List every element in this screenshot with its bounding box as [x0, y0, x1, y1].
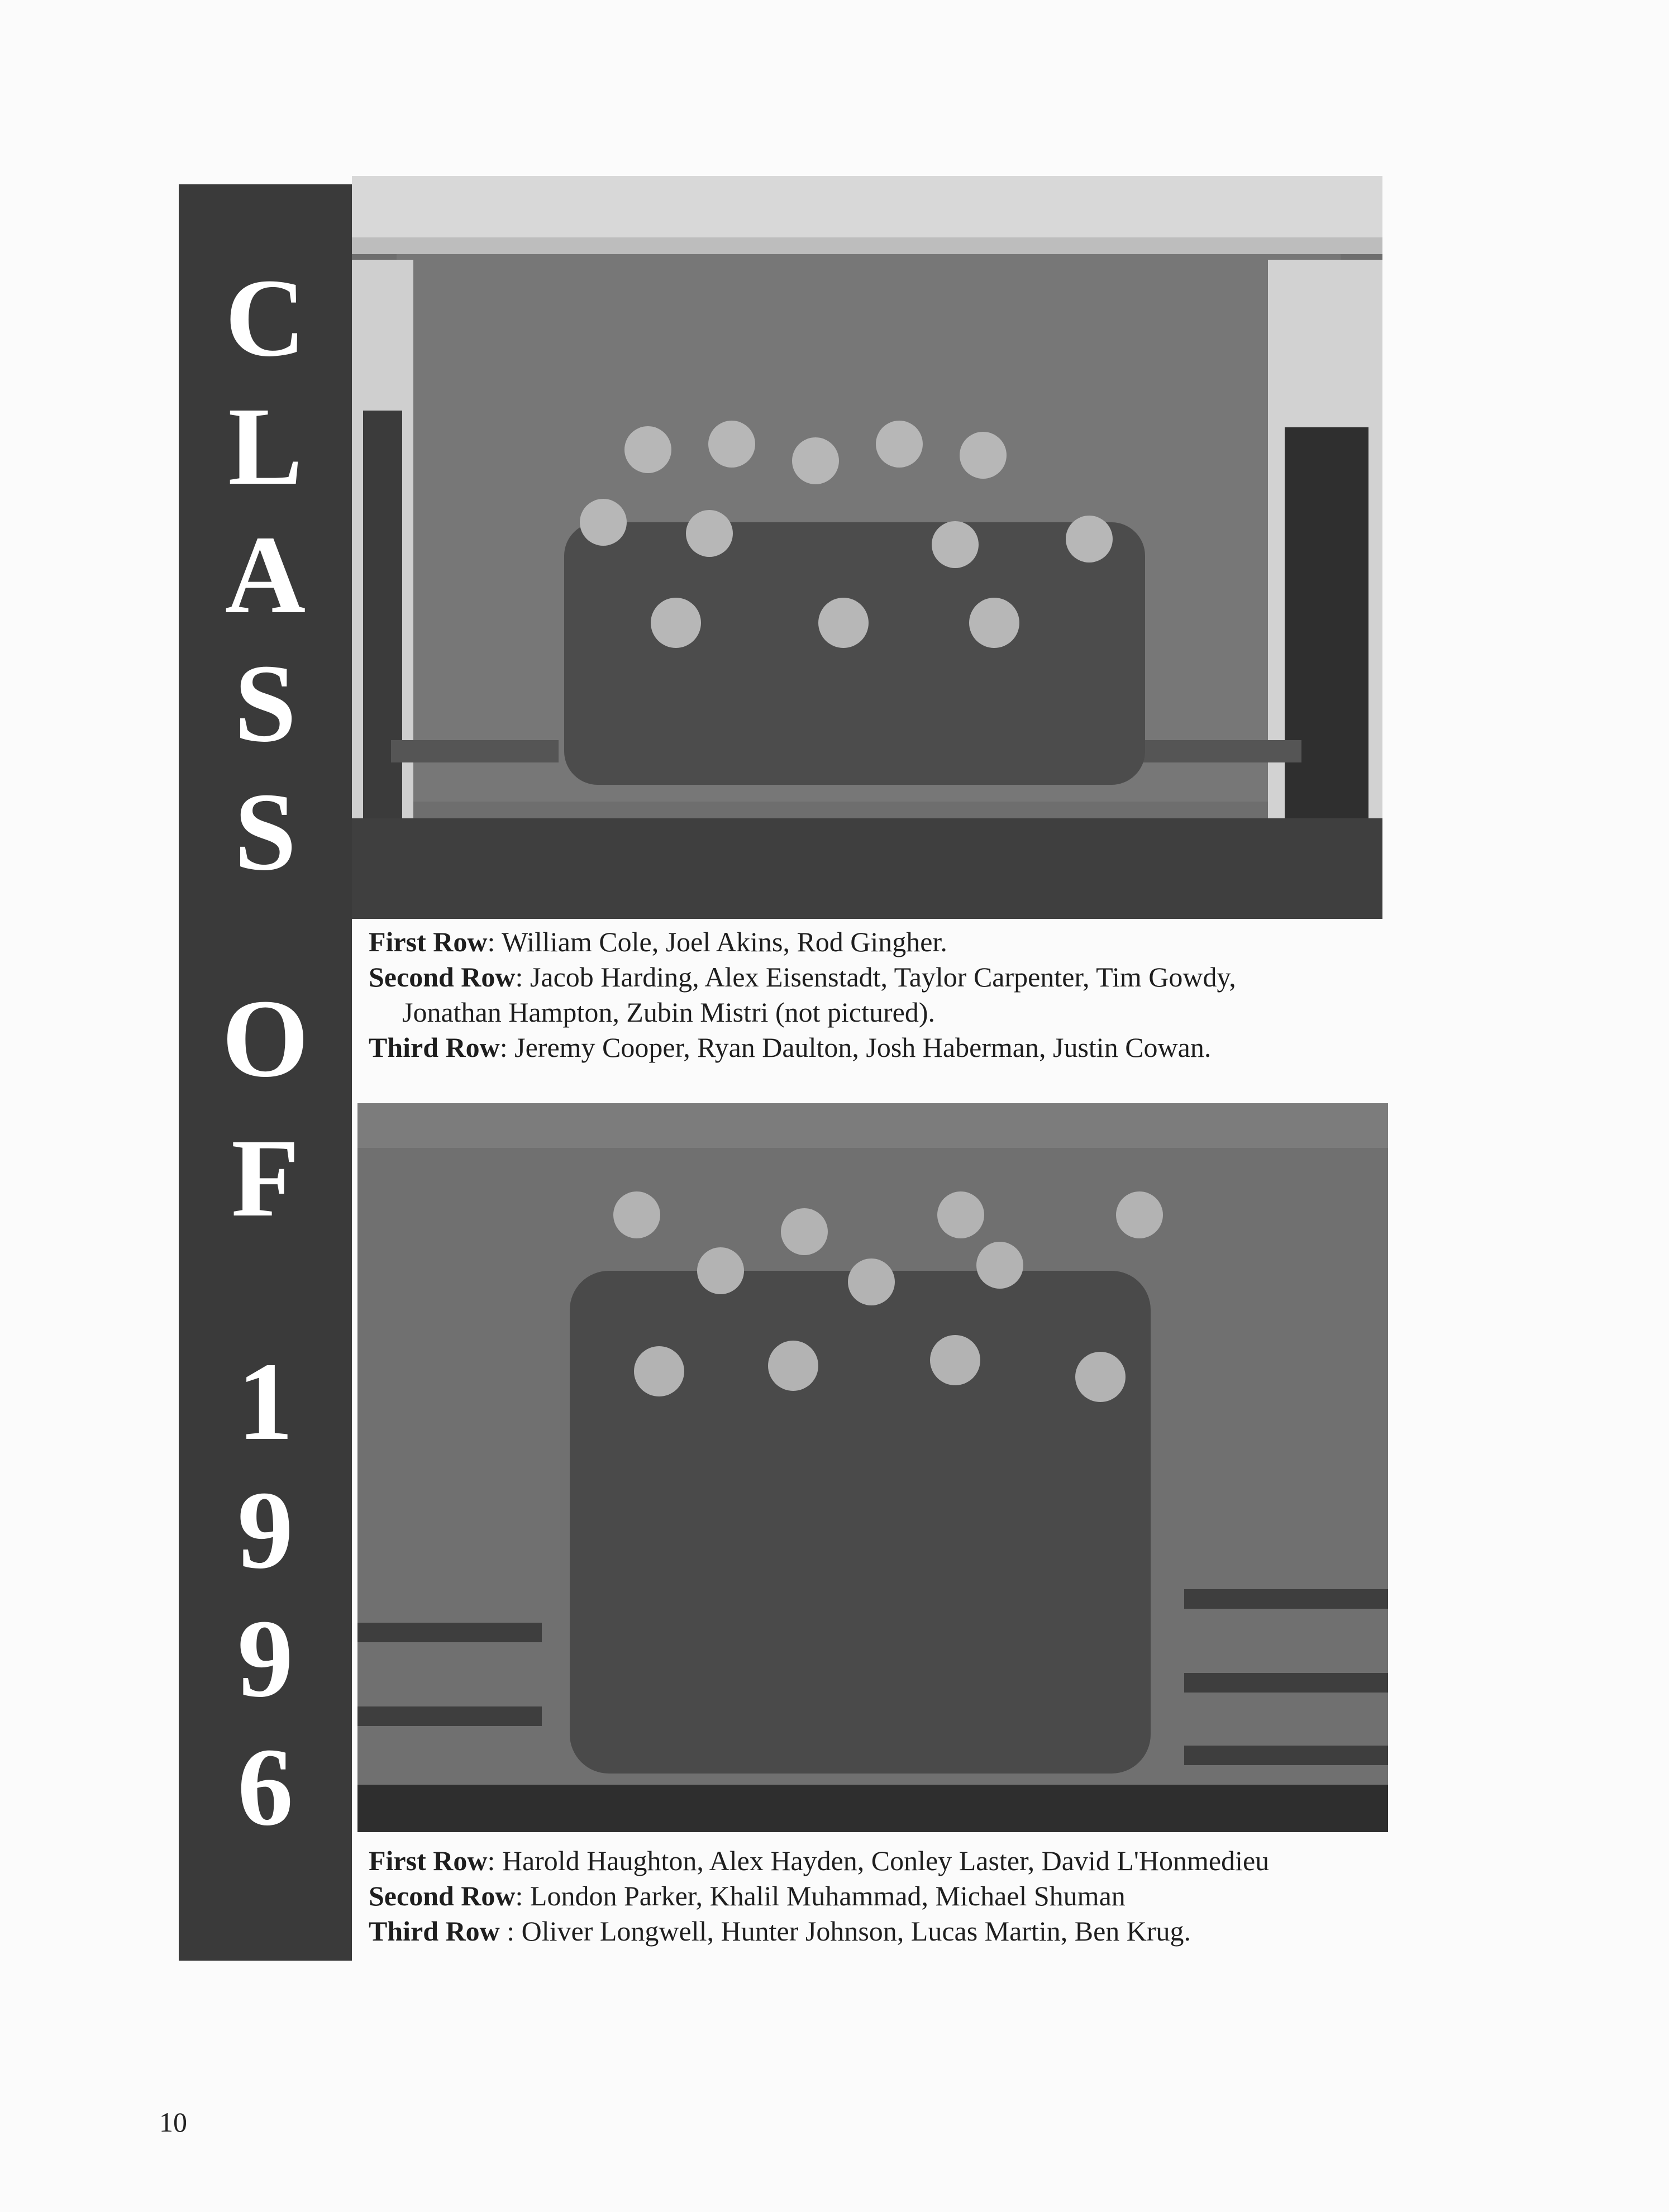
- row-label: Third Row: [369, 1032, 500, 1063]
- row-names: : Jacob Harding, Alex Eisenstadt, Taylor Carpenter, Tim Gowdy,: [515, 961, 1236, 993]
- title-letter: F: [231, 1117, 300, 1240]
- row-names: : William Cole, Joel Akins, Rod Gingher.: [487, 926, 947, 957]
- title-letter: 9: [237, 1597, 293, 1720]
- caption-row: [369, 1030, 1236, 1065]
- photo-bottom-caption: [369, 1843, 1269, 1949]
- photo-top-caption: [369, 924, 1236, 1065]
- title-letter: O: [222, 977, 309, 1100]
- title-letter: S: [234, 642, 297, 765]
- class-photo-top-image: [352, 176, 1382, 919]
- caption-row: [369, 960, 1236, 995]
- title-letter: 6: [237, 1725, 293, 1849]
- class-photo-bottom-image: [357, 1103, 1388, 1832]
- row-label: Third Row: [369, 1915, 500, 1947]
- caption-row: [369, 1843, 1269, 1879]
- page-number: 10: [159, 2106, 187, 2138]
- row-names: : Jeremy Cooper, Ryan Daulton, Josh Haberman, Justin Cowan.: [499, 1032, 1212, 1063]
- row-names: : London Parker, Khalil Muhammad, Michael Shuman: [515, 1880, 1126, 1911]
- caption-row: [369, 1914, 1269, 1949]
- title-letter: C: [225, 256, 306, 380]
- row-names: : Harold Haughton, Alex Hayden, Conley Laster, David L'Honmedieu: [487, 1845, 1270, 1876]
- title-letter: 1: [237, 1340, 293, 1463]
- title-letter: L: [228, 385, 303, 508]
- row-label: Second Row: [369, 961, 516, 993]
- row-label: First Row: [369, 1845, 488, 1876]
- row-names: : Oliver Longwell, Hunter Johnson, Lucas Martin, Ben Krug.: [499, 1915, 1191, 1947]
- caption-row: [369, 1879, 1269, 1914]
- title-letter: A: [225, 513, 306, 637]
- caption-row-continued: Jonathan Hampton, Zubin Mistri (not pictured).: [402, 997, 936, 1028]
- row-label: Second Row: [369, 1880, 516, 1911]
- title-letter: 9: [237, 1469, 293, 1592]
- class-photo-bottom: [357, 1103, 1388, 1832]
- caption-row: [369, 924, 1236, 960]
- title-sidebar: [179, 184, 352, 1961]
- row-label: First Row: [369, 926, 488, 957]
- title-letter: S: [234, 770, 297, 894]
- class-photo-top: [352, 176, 1382, 919]
